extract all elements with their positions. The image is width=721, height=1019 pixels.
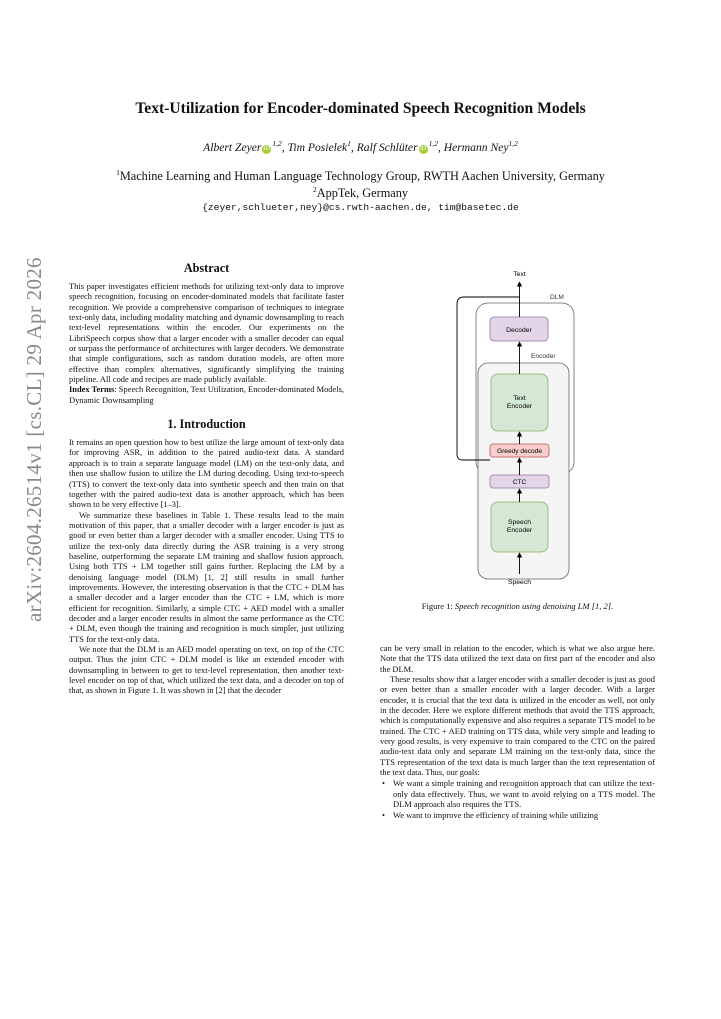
ctc-label: CTC [512,479,527,486]
paragraph: We summarize these baselines in Table 1. These results lead to the main motivation of this paper, that a smaller decoder with a larger encoder is just as good or even better than a larger decoder with a smaller encoder. Using TTS to utilize the text-only data directly during the ASR training is a very strong baseline, outperforming the separate LM training and shallow fusion approach. Using both TTS + LM together still gains further. Replacing the LM by a denoising language model (DLM) [1, 2] still results in small further improvements. However, the interesting observation is that the CTC + DLM has a smaller decoder and a larger encoder than the CTC + LM, which is more efficient for recognition. Similarly, a simple CTC + AED model with a smaller decoder and a larger encoder results in almost the same performance as the CTC + DLM, even though the training and recognition is much simpler, just utilizing TTS for the text-only data. [69,509,344,644]
author-affil-mark: 1,2 [508,139,518,148]
text-encoder-label: Text [513,395,526,402]
figure-caption-label: Figure 1: [421,601,455,611]
speech-encoder-label: Speech [507,519,532,526]
abstract-text: This paper investigates efficient methods for utilizing text-only data to improve speech recognition, focusing on encoder-dominated models that facilitate faster recognition. We provide a comprehensive comparison of techniques to integrate text-only data, including modality matching and dynamic downsampling to reach text-level representations within the encoder. Our experiments on the LibriSpeech corpus show that a larger encoder with a smaller decoder can equal or surpass the performance of architectures with larger decoders. We demonstrate that simple configurations, such as random duration models, are often more effective than complex alternatives, significantly simplifying the training pipeline. All code and recipes are made publicly available. [69,281,344,385]
paragraph: These results show that a larger encoder with a smaller decoder is just as good or even better than a smaller encoder with a larger decoder. With a larger encoder, it is crucial that the text data is utilized in the encoder as well, not only in the decoder. Here we explore different methods that avoid the TTS approach, which is computationally expensive and also requires a separate TTS model to be trained. The CTC + AED training on TTS data, while very simple and leading to very good results, is very expensive to train compared to the CTC on the paired audio-text data only and separate LM training on the text-only data, since the TTS representation of the text data is much larger than the text representation of the text data. Thus, our goals: [380,674,655,778]
author-name: Hermann Ney [443,140,509,154]
author-name: Albert Zeyer [203,140,262,154]
affil-mark: 1 [116,168,120,177]
index-terms-text: : Speech Recognition, Text Utilization, Encoder-dominated Models, Dynamic Downsampling [69,384,344,405]
orcid-icon[interactable]: iD [263,145,270,152]
greedy-decode-label: Greedy decode [496,448,543,455]
index-terms-label: Index Terms [69,384,115,395]
left-column [69,261,344,696]
figure-1-diagram [440,262,600,592]
paragraph: can be very small in relation to the encoder, which is what we also argue here. Note that the TTS data utilized the text data on first part of the encoder and also the DLM. [380,643,655,674]
text-encoder-label: Encoder [506,403,533,410]
speech-encoder-label: Encoder [506,527,533,534]
list-item: • We want a simple training and recognition approach that can utilize the text-only data effectively. Thus, we want to avoid relying on a TTS model. The DLM approach also requires the TTS. [380,778,655,809]
index-terms [69,384,344,405]
list-item: • We want to improve the efficiency of training while utilizing [380,810,655,820]
dlm-label: DLM [550,294,564,301]
affiliations [0,166,721,200]
author-name: Ralf Schlüter [356,140,418,154]
author-affil-mark: 1,2 [428,139,438,148]
affil-mark: 2 [312,185,317,195]
arxiv-stamp: arXiv:2604.26514v1 [cs.CL] 29 Apr 2026 [22,257,46,622]
orcid-icon[interactable]: iD [420,145,427,152]
encoder-label: Encoder [531,353,556,360]
figure-caption-text: Speech recognition using denoising LM [1, 2]. [454,601,614,611]
right-column [380,643,655,820]
abstract-heading: Abstract [183,261,230,275]
affiliation-1: Machine Learning and Human Language Technology Group, RWTH Aachen University, Germany [119,169,605,184]
author-affil-mark: 1,2 [272,139,282,148]
author-affil-mark: 1 [347,139,351,148]
paragraph: We note that the DLM is an AED model operating on text, on top of the CTC output. Thus the joint CTC + DLM model is like an extended encoder with downsampling in between to get to text-level representation, then another text-level encoder on top of that, which utilized the text data, and a decoder on top of that, as shown in Figure 1. It was shown in [2] that the decoder [69,644,344,696]
section-heading-introduction: 1. Introduction [167,417,246,432]
author-name: Tim Posielek [287,140,348,154]
input-speech-label: Speech [507,579,532,586]
goals-list [380,778,655,819]
paragraph: It remains an open question how to best utilize the large amount of text-only data for improving ASR, in addition to the paired audio-text data. A standard approach is to train a separate language model (LM) on the text-only data, and then use shallow fusion to utilize the LM during decoding. Using text-to-speech (TTS) to convert the text-only data into synthetic speech and then train on that together with the paired audio-text data is another approach, which has been shown to be very effective [1–3]. [69,437,344,510]
affiliation-2: AppTek, Germany [316,186,409,201]
output-text-label: Text [513,271,526,278]
figure-caption [380,601,655,611]
author-emails[interactable]: {zeyer,schlueter,ney}@cs.rwth-aachen.de, tim@basetec.de [202,202,519,213]
author-list: Albert Zeyer iD$^{1,2}$, Tim Posielek$^1$, Ralf Schlüter iD$^{1,2}$, Hermann Ney$^{1,2}$ [203,139,518,154]
paper-title: Text-Utilization for Encoder-dominated Speech Recognition Models [135,100,586,117]
decoder-label: Decoder [506,327,532,334]
